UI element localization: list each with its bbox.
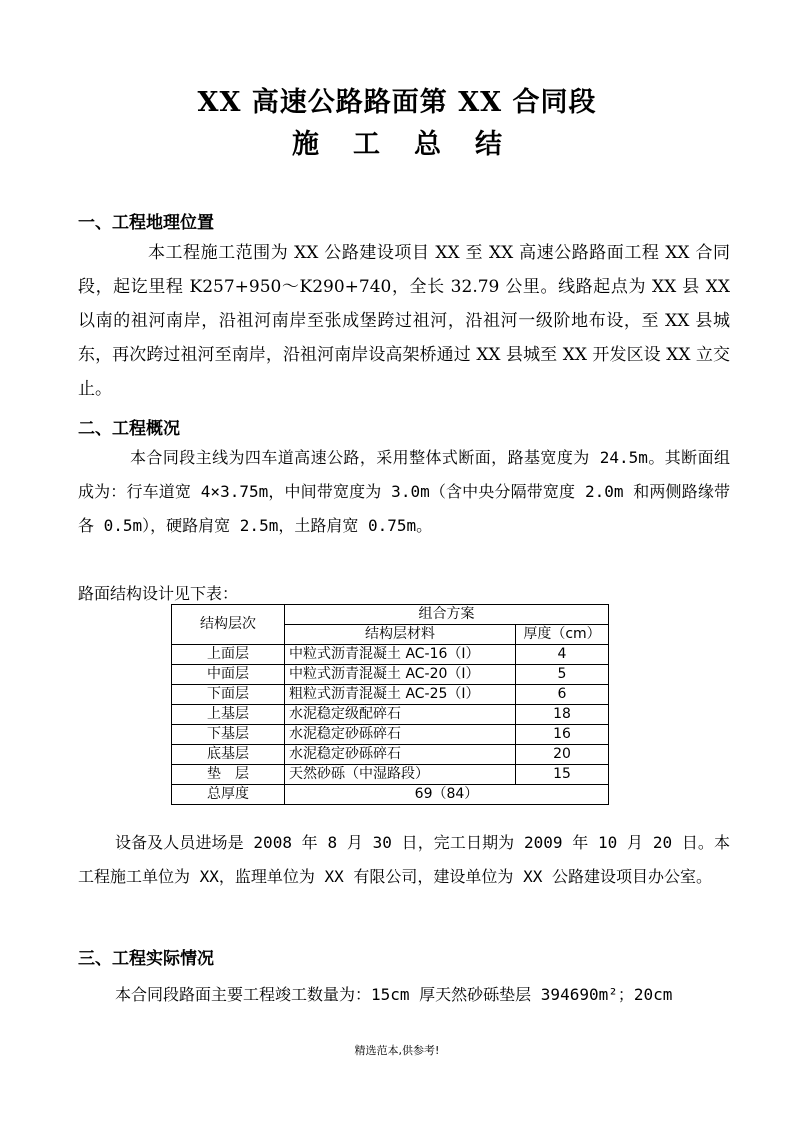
table-row (172, 705, 609, 725)
layer-cell: 垫 层 (172, 765, 285, 785)
material-cell: 中粒式沥青混凝土 AC-20（I） (285, 665, 516, 685)
thickness-cell: 20 (516, 745, 609, 765)
table-row (172, 665, 609, 685)
header-thickness: 厚度（cm） (516, 625, 609, 645)
page-footer: 精选范本,供参考! (354, 1044, 440, 1057)
layer-cell: 底基层 (172, 745, 285, 765)
layer-cell: 上面层 (172, 645, 285, 665)
header-material: 结构层材料 (285, 625, 516, 645)
material-cell: 粗粒式沥青混凝土 AC-25（I） (285, 685, 516, 705)
table-row (172, 645, 609, 665)
doc-title-line1: XX 高速公路路面第 XX 合同段 (197, 87, 597, 118)
material-cell: 天然砂砾（中湿路段） (285, 765, 516, 785)
schedule-paragraph: 设备及人员进场是 2008 年 8 月 30 日，完工日期为 2009 年 10 月 20 日。本工程施工单位为 XX，监理单位为 XX 有限公司，建设单位为 XX 公路建设项目办公室。 (78, 833, 730, 886)
table-row (172, 725, 609, 745)
material-cell: 水泥稳定砂砾碎石 (285, 725, 516, 745)
section2-heading: 二、工程概况 (78, 419, 180, 439)
section1-paragraph: 本工程施工范围为 XX 公路建设项目 XX 至 XX 高速公路路面工程 XX 合同段，起讫里程 K257+950～K290+740，全长 32.79 公里。线路起点为 XX 县 XX 以南的祖河南岸，沿祖河南岸至张成堡跨过祖河，沿祖河一级阶地布设，至 XX 县城东，再次跨过祖河至南岸，沿祖河南岸设高架桥通过 XX 县城至 XX 开发区设 XX 立交止。 (78, 243, 730, 399)
table-row (172, 765, 609, 785)
section2-paragraph: 本合同段主线为四车道高速公路，采用整体式断面，路基宽度为 24.5m。其断面组成为：行车道宽 4×3.75m，中间带宽度为 3.0m（含中央分隔带宽度 2.0m 和两侧路缘带各 0.5m），硬路肩宽 2.5m，土路肩宽 0.75m。 (78, 448, 730, 535)
header-layer: 结构层次 (172, 605, 285, 645)
thickness-cell: 6 (516, 685, 609, 705)
thickness-cell: 5 (516, 665, 609, 685)
layer-cell: 上基层 (172, 705, 285, 725)
table-intro: 路面结构设计见下表： (78, 584, 239, 603)
header-group: 组合方案 (285, 605, 609, 625)
layer-cell: 下面层 (172, 685, 285, 705)
layer-cell: 下基层 (172, 725, 285, 745)
table-total-row (172, 785, 609, 805)
material-cell: 水泥稳定砂砾碎石 (285, 745, 516, 765)
table-row (172, 685, 609, 705)
section1-heading: 一、工程地理位置 (78, 213, 214, 233)
thickness-cell: 15 (516, 765, 609, 785)
total-value: 69（84） (285, 785, 609, 805)
total-label: 总厚度 (172, 785, 285, 805)
section3-heading: 三、工程实际情况 (78, 949, 214, 969)
table-row (172, 745, 609, 765)
doc-title-line2: 施工总结 (292, 129, 536, 160)
material-cell: 中粒式沥青混凝土 AC-16（I） (285, 645, 516, 665)
section3-paragraph: 本合同段路面主要工程竣工数量为：15cm 厚天然砂砾垫层 394690m²；20cm (115, 985, 673, 1004)
pavement-structure-table (171, 604, 609, 805)
thickness-cell: 16 (516, 725, 609, 745)
thickness-cell: 18 (516, 705, 609, 725)
thickness-cell: 4 (516, 645, 609, 665)
material-cell: 水泥稳定级配碎石 (285, 705, 516, 725)
layer-cell: 中面层 (172, 665, 285, 685)
